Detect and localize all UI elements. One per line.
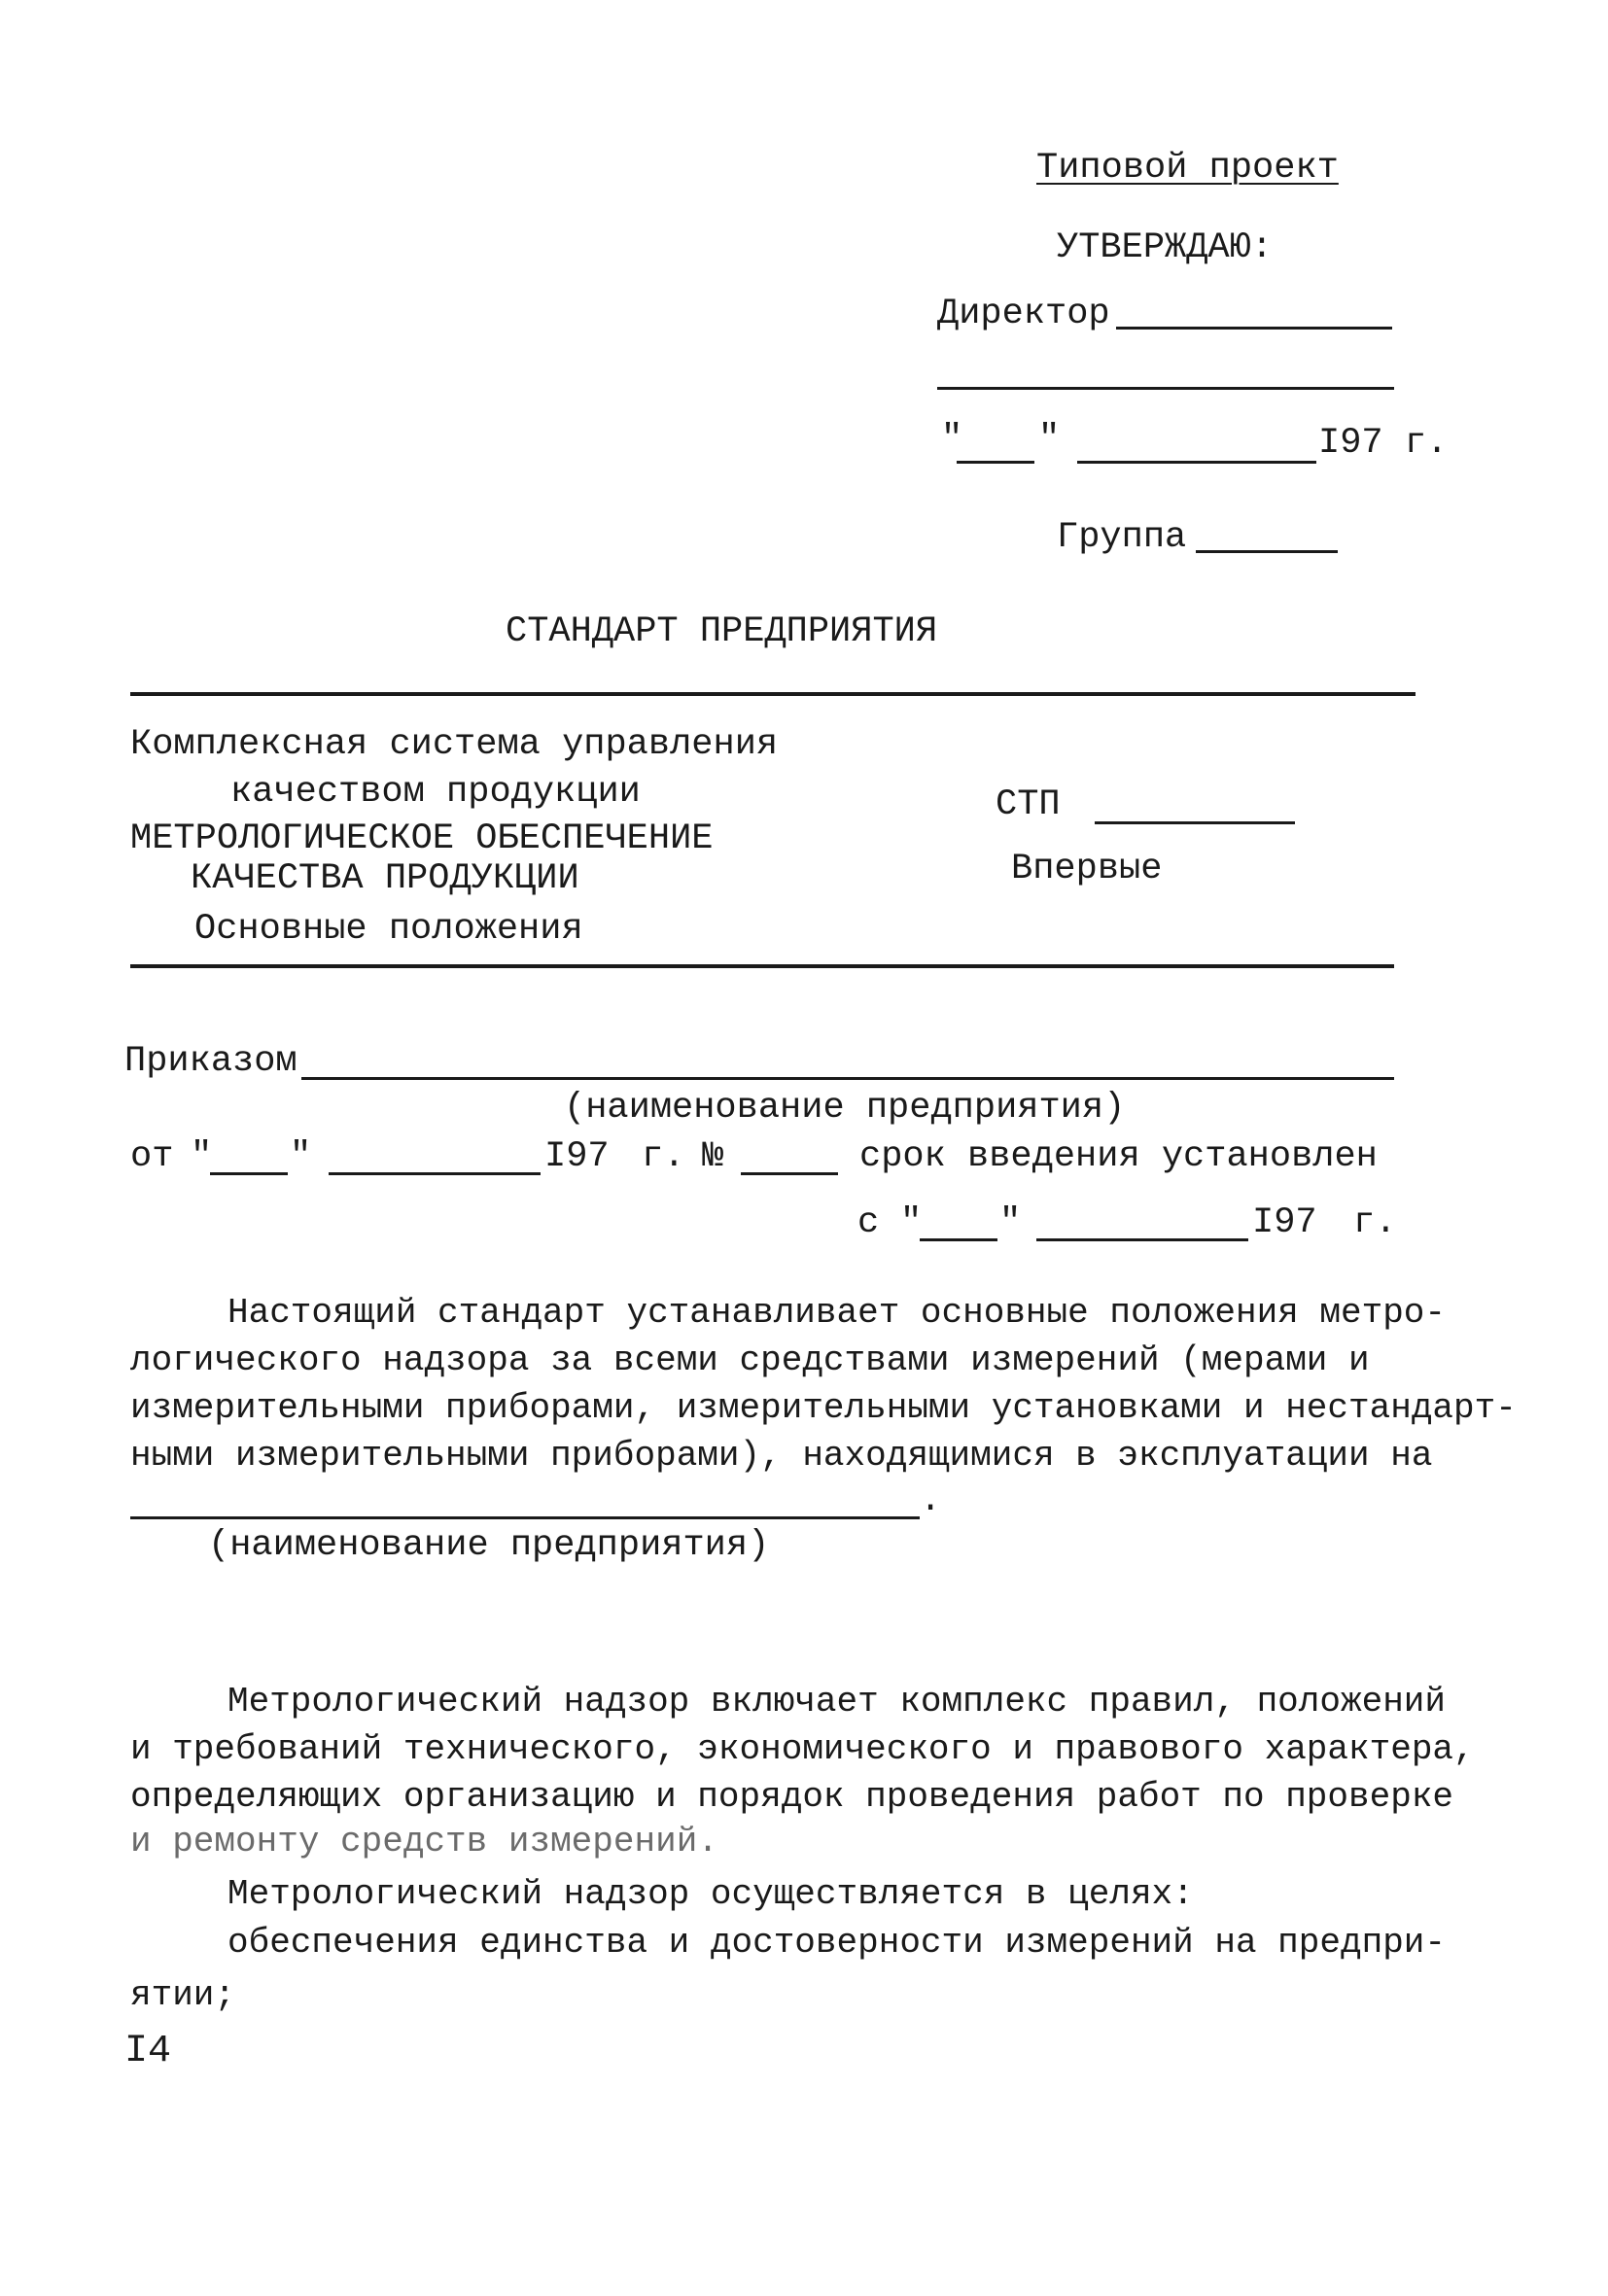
order-since-quote-open: " <box>900 1202 923 1243</box>
order-label: Приказом <box>124 1041 297 1082</box>
body-paragraph-2-line-1: Метрологический надзор включает комплекс правил, положений <box>227 1682 1447 1722</box>
body-paragraph-2-line-2: и требований технического, экономического и правового характера, <box>130 1729 1475 1769</box>
title-rule <box>130 692 1416 696</box>
order-number-sign: № <box>702 1136 724 1177</box>
director-label: Директор <box>937 294 1110 334</box>
body-paragraph-3: Метрологический надзор осуществляется в целях: <box>227 1874 1194 1914</box>
body-paragraph-1-line-2: логического надзора за всеми средствами измерений (мерами и <box>130 1340 1370 1380</box>
designation-line-5: Основные положения <box>194 909 583 950</box>
director-signature-line <box>1116 327 1392 330</box>
order-since-quote-close: " <box>999 1202 1022 1243</box>
approval-year: I97 г. <box>1318 423 1449 464</box>
operating-enterprise-line <box>130 1516 920 1519</box>
body-paragraph-2-line-3: определяющих организацию и порядок проведения работ по проверке <box>130 1777 1454 1817</box>
order-quote-open: " <box>191 1136 213 1177</box>
order-since-month-line <box>1036 1238 1248 1241</box>
body-paragraph-1-line-1: Настоящий стандарт устанавливает основные положения метро- <box>227 1293 1447 1333</box>
order-year-g: г. <box>642 1136 685 1177</box>
body-paragraph-4-line-2: ятии; <box>130 1975 236 2015</box>
order-quote-close: " <box>290 1136 312 1177</box>
page-number: I4 <box>124 2030 172 2073</box>
page-title: СТАНДАРТ ПРЕДПРИЯТИЯ <box>506 611 938 652</box>
body-paragraph-2-line-4: и ремонту средств измерений. <box>130 1822 718 1861</box>
group-line <box>1196 550 1338 553</box>
order-year: I97 <box>544 1136 610 1177</box>
stp-number-line <box>1095 821 1295 824</box>
order-enterprise-line <box>301 1077 1394 1080</box>
order-from-label: от <box>130 1136 174 1177</box>
first-time-label: Впервые <box>1011 849 1163 889</box>
operating-enterprise-dot: . <box>920 1480 942 1521</box>
body-paragraph-1-line-3: измерительными приборами, измерительными установками и нестандарт- <box>130 1388 1517 1428</box>
director-name-line <box>937 387 1394 390</box>
approval-month-line <box>1077 461 1316 464</box>
approval-day-line <box>957 461 1034 464</box>
designation-line-3: МЕТРОЛОГИЧЕСКОЕ ОБЕСПЕЧЕНИЕ <box>130 818 714 859</box>
body-paragraph-1-line-4: ными измерительными приборами), находящимися в эксплуатации на <box>130 1436 1433 1476</box>
designation-line-1: Комплексная система управления <box>130 724 779 765</box>
approval-date-quote-close: " <box>1038 419 1061 460</box>
designation-rule <box>130 964 1394 968</box>
order-since-year: I97 <box>1252 1202 1317 1243</box>
order-term-text: срок введения установлен <box>859 1136 1378 1177</box>
designation-line-4: КАЧЕСТВА ПРОДУКЦИИ <box>191 858 579 899</box>
order-day-line <box>210 1172 288 1175</box>
body-paragraph-4-line-1: обеспечения единства и достоверности измерений на предпри- <box>227 1923 1447 1963</box>
order-month-line <box>329 1172 541 1175</box>
order-enterprise-caption: (наименование предприятия) <box>564 1088 1126 1129</box>
stp-label: СТП <box>996 784 1061 825</box>
order-number-line <box>741 1172 838 1175</box>
order-since-year-g: г. <box>1353 1202 1397 1243</box>
operating-enterprise-caption: (наименование предприятия) <box>208 1525 770 1566</box>
designation-line-2: качеством продукции <box>230 772 641 813</box>
group-label: Группа <box>1057 517 1187 558</box>
project-type-label: Типовой проект <box>1036 148 1339 189</box>
approve-label: УТВЕРЖДАЮ: <box>1057 227 1274 268</box>
order-since-day-line <box>920 1238 997 1241</box>
approval-date-quote-open: " <box>941 419 963 460</box>
order-since-label: с <box>857 1202 880 1243</box>
